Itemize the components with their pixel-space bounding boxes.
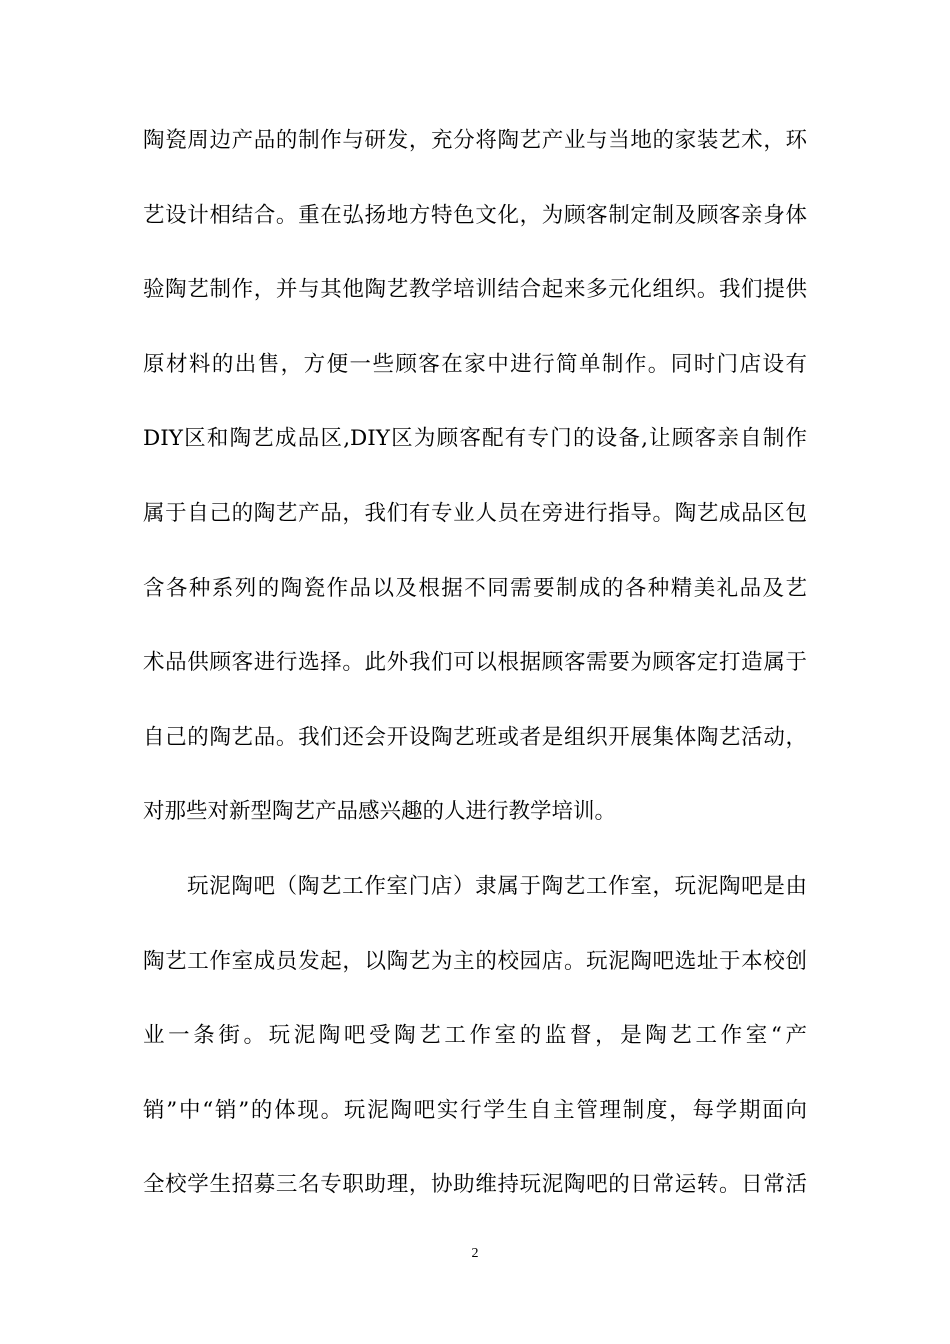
paragraph-1-line-2: 艺设计相结合。重在弘扬地方特色文化，为顾客制定制及顾客亲身体 (143, 202, 807, 228)
paragraph-1-line-1: 陶瓷周边产品的制作与研发，充分将陶艺产业与当地的家装艺术，环 (143, 128, 807, 153)
paragraph-1-line-8: 术品供顾客进行选择。此外我们可以根据顾客需要为顾客定打造属于 (143, 650, 807, 676)
paragraph-2-line-4: 销”中“销”的体现。玩泥陶吧实行学生自主管理制度，每学期面向 (143, 1097, 807, 1123)
paragraph-2-line-2: 陶艺工作室成员发起，以陶艺为主的校园店。玩泥陶吧选址于本校创 (143, 948, 807, 974)
paragraph-2-line-3: 业一条街。玩泥陶吧受陶艺工作室的监督，是陶艺工作室“产 (143, 1023, 807, 1049)
paragraph-1-line-4: 原材料的出售，方便一些顾客在家中进行简单制作。同时门店设有 (143, 351, 807, 377)
paragraph-1-line-6: 属于自己的陶艺产品，我们有专业人员在旁进行指导。陶艺成品区包 (143, 500, 807, 526)
paragraph-1-line-7: 含各种系列的陶瓷作品以及根据不同需要制成的各种精美礼品及艺 (143, 575, 807, 601)
paragraph-1-line-5: DIY区和陶艺成品区,DIY区为顾客配有专门的设备,让顾客亲自制作 (143, 426, 807, 452)
paragraph-2-line-1: 玩泥陶吧（陶艺工作室门店）隶属于陶艺工作室，玩泥陶吧是由 (187, 873, 807, 899)
paragraph-1-line-10: 对那些对新型陶艺产品感兴趣的人进行教学培训。 (143, 799, 617, 825)
paragraph-2-line-5: 全校学生招募三名专职助理，协助维持玩泥陶吧的日常运转。日常活 (143, 1172, 807, 1198)
body-text (143, 123, 807, 1242)
paragraph-1-line-9: 自己的陶艺品。我们还会开设陶艺班或者是组织开展集体陶艺活动， (143, 724, 807, 750)
paragraph-1-line-3: 验陶艺制作，并与其他陶艺教学培训结合起来多元化组织。我们提供 (143, 277, 807, 303)
page-number: 2 (471, 1246, 479, 1261)
